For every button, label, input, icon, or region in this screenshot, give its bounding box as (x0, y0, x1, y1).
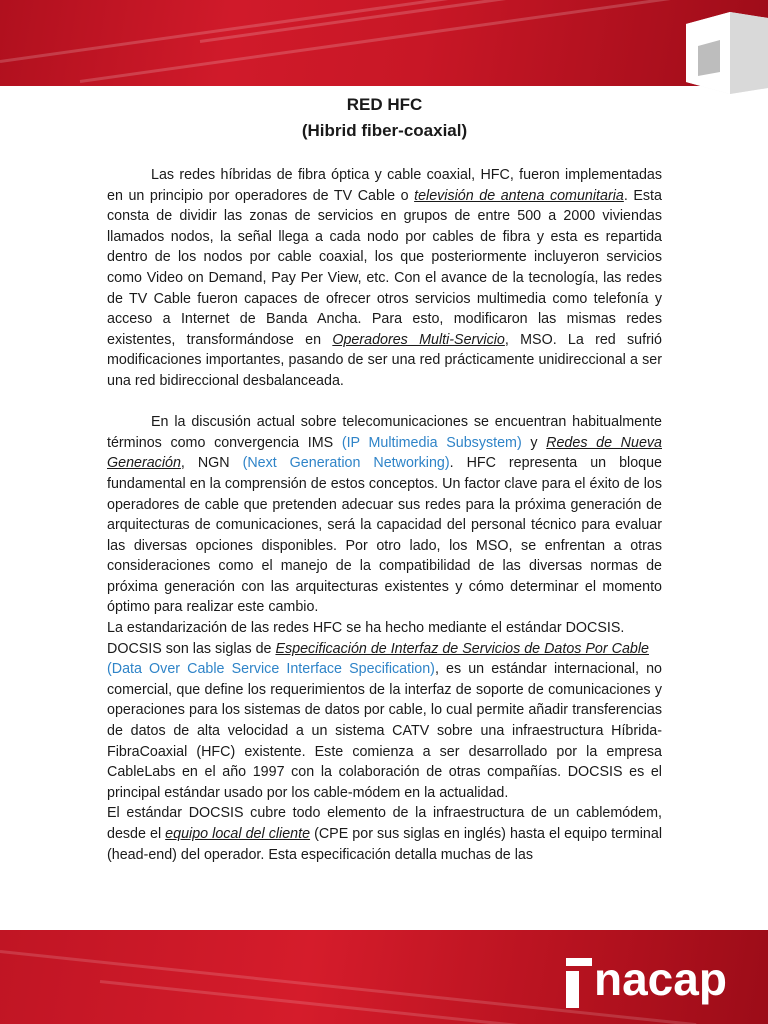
ims-definition: (IP Multimedia Subsystem) (341, 434, 522, 451)
paragraph-2: En la discusión actual sobre telecomunicaciones se encuentran habitualmente términos como convergencia IMS (IP Multimedia Subsystem) y Redes de Nueva Generación, NGN (Next Generation Networking). HFC representa un bloque fundamental en la comprensión de estos conceptos. Un factor clave para el éxito de los operadores de cable que pretenden adecuar sus redes para la próxima generación de arquitecturas de comunicaciones, será la capacidad del personal técnico para evaluar las diversas opciones disponibles. Por otro lado, los MSO, se enfrentan a otras consideraciones como el manejo de la compatibilidad de las diversas normas de próxima generación con las arquitecturas existentes y cómo determinar el momento óptimo para realizar este cambio. (107, 414, 662, 616)
paragraph-5: (Data Over Cable Service Interface Specification), es un estándar internacional, no comercial, que define los requerimientos de la interfaz de soporte de comunicaciones y operaciones para los sistemas de datos por cable, lo cual permite añadir transferencias de datos de alta velocidad a un sistema CATV sobre una infraestructura Híbrida-FibraCoaxial (HFC) existente. Este comienza a ser desarrollado por la empresa CableLabs en el año 1997 con la colaboración de otras compañías. DOCSIS es el principal estándar usado por los cable-módem en la actualidad. (107, 661, 662, 801)
page-title: RED HFC (346, 95, 423, 114)
page-subtitle: (Hibrid fiber-coaxial) (301, 121, 468, 140)
link-operadores-multiservicio[interactable]: Operadores Multi-Servicio (332, 331, 505, 348)
paragraph-1: Las redes híbridas de fibra óptica y cable coaxial, HFC, fueron implementadas en un principio por operadores de TV Cable o televisión de antena comunitaria. Esta consta de dividir las zonas de servicios en grupos de entre 500 a 2000 viviendas llamados nodos, la señal llega a cada nodo por cables de fibra y esta es repartida dentro de los nodos por cable coaxial, los que posteriormente incluyeron servicios como Video on Demand, Pay Per View, etc. Con el avance de la tecnología, las redes de TV Cable fueron capaces de ofrecer otros servicios multimedia como telefonía y acceso a Internet de Banda Ancha. Para esto, modificaron las mismas redes existentes, transformándose en Operadores Multi-Servicio, MSO. La red sufrió modificaciones importantes, pasando de ser una red prácticamente unidireccional a ser una red bidireccional desbalanceada. (107, 167, 662, 389)
docsis-definition: (Data Over Cable Service Interface Specification) (107, 661, 435, 678)
header-streak (80, 0, 675, 83)
document-body (107, 92, 662, 865)
ngn-definition: (Next Generation Networking) (242, 455, 450, 472)
link-television-antena[interactable]: televisión de antena comunitaria (414, 187, 624, 204)
cube-graphic (668, 12, 768, 94)
header-band (0, 0, 768, 86)
inacap-logo (566, 953, 756, 1008)
link-especificacion-docsis[interactable]: Especificación de Interfaz de Servicios de Datos Por Cable (275, 640, 649, 657)
paragraph-3: La estandarización de las redes HFC se ha hecho mediante el estándar DOCSIS. (107, 620, 625, 637)
paragraph-4: DOCSIS son las siglas de Especificación de Interfaz de Servicios de Datos Por Cable (107, 640, 649, 657)
paragraph-gap (107, 392, 662, 413)
link-redes-nueva-generacion[interactable]: Redes de Nueva Generación (107, 434, 662, 472)
paragraph-6: El estándar DOCSIS cubre todo elemento de la infraestructura de un cablemódem, desde el equipo local del cliente (CPE por sus siglas en inglés) hasta el equipo terminal (head-end) del operador. Esta especificación detalla muchas de las (107, 805, 662, 863)
logo-text: nacap (594, 953, 727, 1005)
link-equipo-local-cliente[interactable]: equipo local del cliente (165, 826, 311, 842)
logo-mark-icon (566, 958, 594, 1008)
